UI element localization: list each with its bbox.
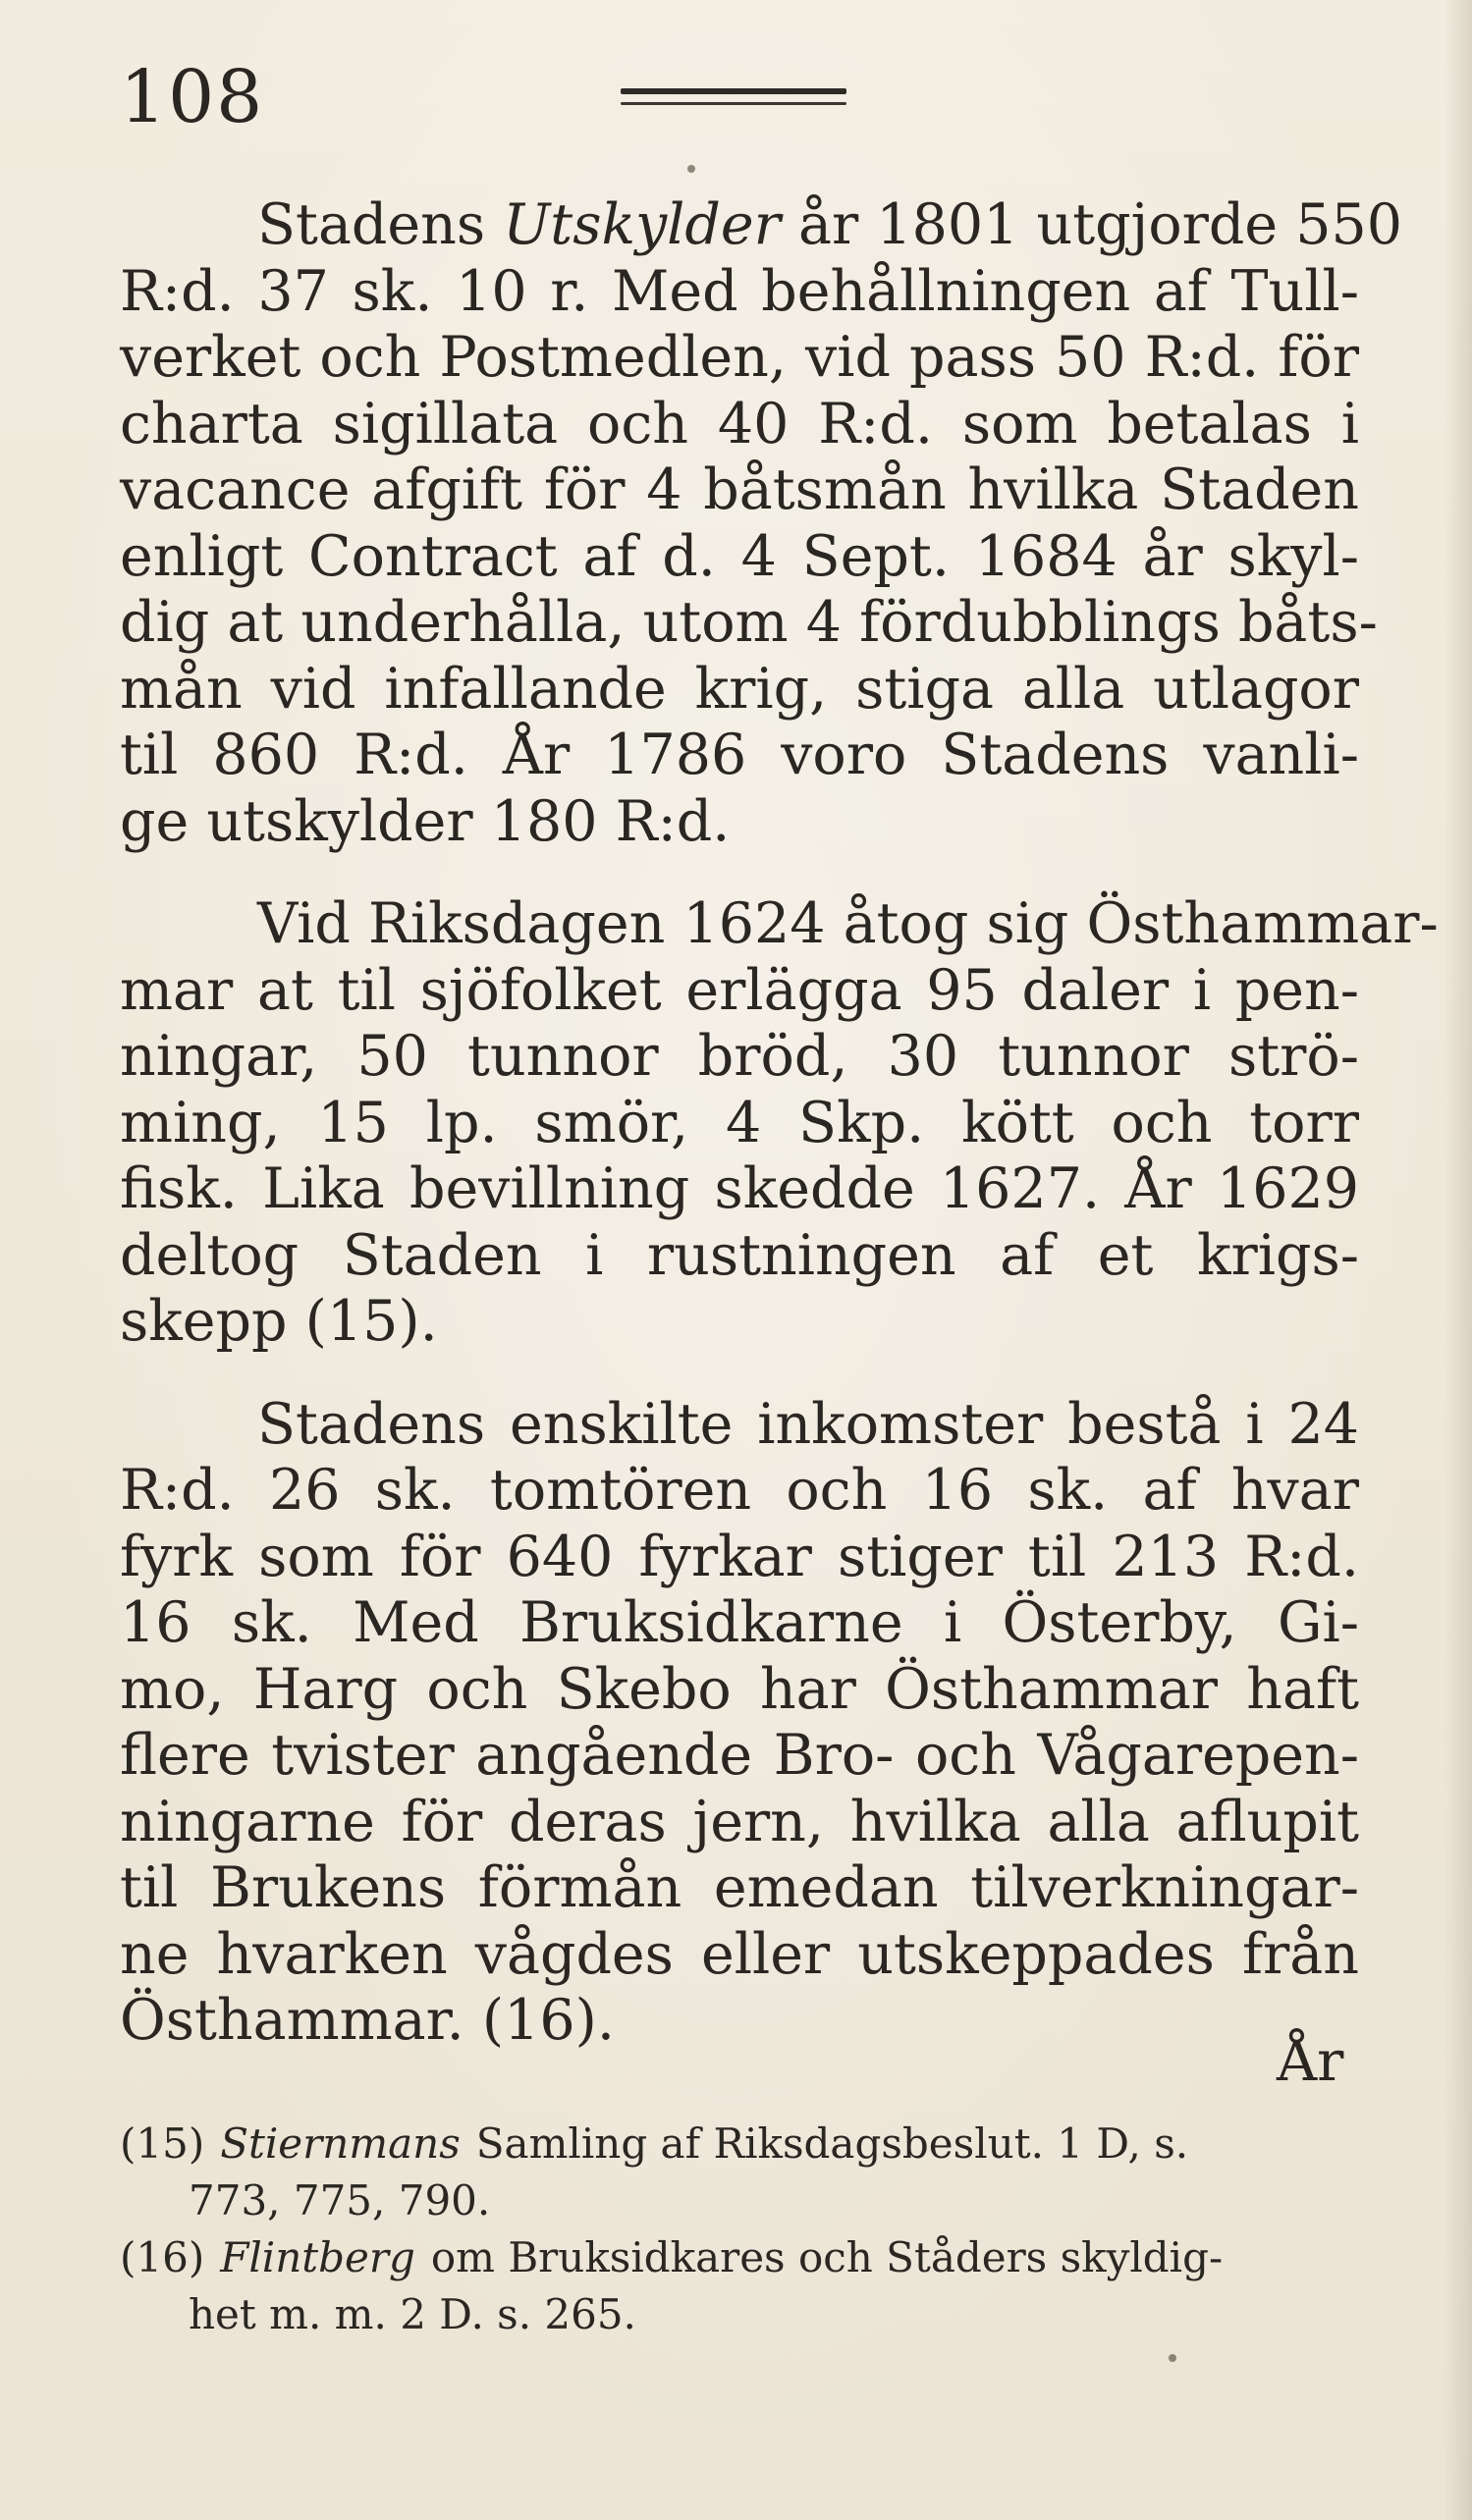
text-line: [120, 1657, 1359, 1724]
text-segment: ming, 15 lp. smör, 4 Skp. kött och torr: [120, 1090, 1359, 1155]
footnote-marker: (16): [120, 2233, 205, 2281]
footnote-15: [120, 2116, 1359, 2229]
footnote-author: Stiernmans: [220, 2119, 461, 2168]
text-segment: til 860 R:d. År 1786 voro Stadens vanli-: [120, 723, 1359, 787]
text-segment: mar at til sjöfolket erlägga 95 daler i pen-: [120, 957, 1359, 1023]
footnote-16: [120, 2229, 1359, 2343]
text-segment: til Brukens förmån emedan tilverkningar-: [120, 1855, 1359, 1920]
text-segment: mån vid infallande krig, stiga alla utlagor: [120, 656, 1359, 722]
text-segment: Östhammar. (16).: [120, 1988, 616, 2053]
text-line: [120, 192, 1403, 259]
text-line: [120, 1525, 1359, 1591]
text-line: [120, 1091, 1359, 1157]
text-segment: deltog Staden i rustningen af et krigs-: [120, 1222, 1359, 1288]
text-line: [120, 1988, 1359, 2055]
text-line: [120, 1790, 1359, 1856]
text-line: [120, 590, 1378, 657]
text-line: [120, 723, 1359, 789]
footnote-text: om Bruksidkares och Ståders skyldig-: [430, 2233, 1224, 2281]
text-segment: ne hvarken vågdes eller utskeppades från: [120, 1921, 1359, 1987]
footnote-text: Samling af Riksdagsbeslut. 1 D, s.: [475, 2119, 1189, 2168]
text-line: [120, 259, 1359, 326]
text-line: [120, 1922, 1359, 1989]
text-segment: dig at underhålla, utom 4 fördubblings båts-: [120, 590, 1378, 655]
footnote-continuation: het m. m. 2 D. s. 265.: [189, 2290, 636, 2338]
text-segment: R:d. 26 sk. tomtören och 16 sk. af hvar: [120, 1458, 1359, 1523]
page-edge-shadow: [1445, 0, 1472, 2520]
text-line: [120, 325, 1359, 392]
text-line: [120, 524, 1359, 591]
text-segment: mo, Harg och Skebo har Östhammar haft: [120, 1656, 1359, 1722]
text-segment: Vid Riksdagen 1624 åtog sig Östhammar-: [257, 891, 1439, 956]
text-line: [120, 457, 1359, 524]
text-segment: charta sigillata och 40 R:d. som betalas i: [120, 391, 1359, 456]
page-number: 108: [120, 55, 265, 139]
text-line: [120, 1156, 1359, 1223]
text-segment: skepp (15).: [120, 1289, 438, 1354]
text-segment: fyrk som för 640 fyrkar stiger til 213 R:d.: [120, 1524, 1359, 1589]
italic-term: Utskylder: [503, 192, 781, 257]
paper-speck: [1169, 2354, 1176, 2362]
text-line: [120, 1723, 1359, 1790]
text-segment: vacance afgift för 4 båtsmån hvilka Staden: [120, 457, 1359, 522]
footnote-author: Flintberg: [220, 2233, 415, 2281]
text-line: [120, 1458, 1359, 1525]
text-line: [120, 657, 1359, 724]
text-segment: år 1801 utgjorde 550: [780, 192, 1403, 257]
text-line: [120, 789, 1359, 856]
text-line: [120, 1590, 1359, 1657]
text-segment: ge utskylder 180 R:d.: [120, 788, 731, 854]
text-segment: verket och Postmedlen, vid pass 50 R:d. för: [120, 325, 1359, 390]
paragraph-2: [120, 891, 1439, 1356]
text-line: [120, 1392, 1359, 1459]
header-rule-thin: [621, 102, 846, 105]
text-segment: R:d. 37 sk. 10 r. Med behållningen af Tull-: [120, 258, 1359, 324]
text-line: [120, 1024, 1359, 1091]
footnote-continuation: 773, 775, 790.: [189, 2176, 491, 2225]
footnotes: [120, 2116, 1359, 2343]
paper-speck: [687, 165, 695, 173]
text-line: [120, 891, 1439, 958]
text-segment: ningarne för deras jern, hvilka alla aflupit: [120, 1789, 1359, 1854]
header-rule-thick: [621, 88, 846, 94]
text-segment: Stadens enskilte inkomster bestå i 24: [257, 1391, 1359, 1457]
body-text: [120, 192, 1439, 2055]
text-segment: ningar, 50 tunnor bröd, 30 tunnor strö-: [120, 1024, 1359, 1089]
text-segment: fisk. Lika bevillning skedde 1627. År 1629: [120, 1156, 1359, 1221]
text-segment: enligt Contract af d. 4 Sept. 1684 år skyl-: [120, 523, 1359, 589]
header-rule: [621, 88, 846, 118]
text-segment: Stadens: [257, 192, 504, 257]
text-line: [120, 1855, 1359, 1922]
text-segment: flere tvister angående Bro- och Vågarepen-: [120, 1723, 1359, 1788]
text-segment: 16 sk. Med Bruksidkarne i Österby, Gi-: [120, 1590, 1359, 1655]
text-line: [120, 392, 1359, 458]
text-line: [120, 958, 1359, 1025]
text-line: [120, 1289, 1359, 1356]
footnote-line: [120, 2229, 1359, 2286]
catchword: År: [1277, 2029, 1344, 2094]
paragraph-1: [120, 192, 1403, 855]
text-line: [120, 1223, 1359, 1290]
footnote-line: [120, 2116, 1359, 2172]
paragraph-3: [120, 1392, 1359, 2055]
footnote-marker: (15): [120, 2119, 205, 2168]
